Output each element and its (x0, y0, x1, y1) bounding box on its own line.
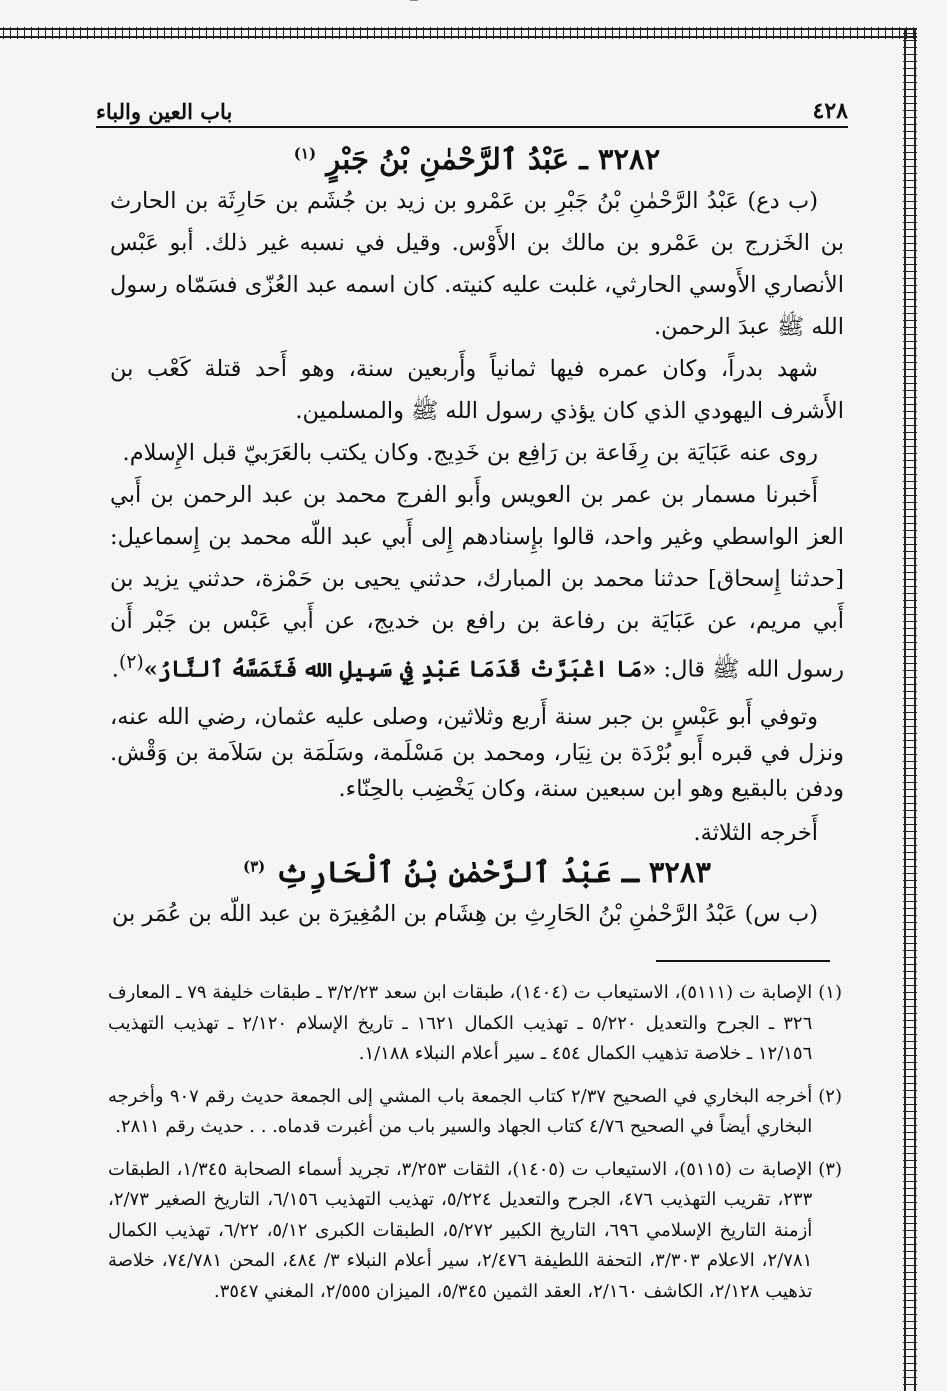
chapter-title: باب العين والباء (96, 99, 233, 124)
footnote-ref: (٢) (118, 652, 144, 673)
footnote-number: (١) (818, 982, 842, 1003)
decorative-border-right (903, 30, 917, 1391)
footnote (108, 1155, 842, 1308)
footnote-number: (٢) (818, 1085, 842, 1107)
entry-paragraph: (ب س) عَبْدُ الرَّحْمٰنِ بْنُ الحَارِثِ بن هِشَام بن المُغِيرَة بن عبد اللّه بن عُمَر بن (111, 900, 818, 927)
page-header (96, 90, 848, 124)
entry-title-3283 (110, 855, 844, 889)
header-rule (96, 126, 848, 128)
footnote-number: (٣) (818, 1158, 842, 1180)
decorative-border-top (0, 27, 917, 39)
entry-paragraph: شهد بدراً، وكان عمره فيها ثمانياً وأَربعين سنة، وهو أَحد قتلة كَعْب بن الأَشرف اليهودي الذي كان يؤذي رسول الله ﷺ والمسلمين. (110, 356, 844, 424)
footnotes (108, 978, 842, 1319)
footnote-text: الإصابة ت (٥١١٥)، الاستيعاب ت (١٤٠٥)، الثقات ٣/٢٥٣، تجريد أسماء الصحابة ١/٣٤٥، الطبقات ٢٣٣، تقريب التهذيب ٤٧٦، الجرح والتعديل ٥/٢٢٤، تهذيب التهذيب ٦/١٥٦، التاريخ الصغير ٢/٧٣، أزمنة التاريخ الإسلامي ٦٩٦، التاريخ الكبير ٥/٢٧٢، الطبقات الكبرى ٥/١٢، ٦/٢٢، تهذيب الكمال ٢/٧٨١، الاعلام ٣/٣٠٣، التحفة اللطيفة ٢/٤٧٦، سير أعلام النبلاء ٣/ ٤٨٤، المحن ٧٤/٧٨١، خلاصة تذهيب ٢/١٢٨، الكاشف ٢/١٦٠، العقد الثمين ٥/٣٤٥، الميزان ٢/٥٥٥، المغني ٣٥٤٧. (108, 1158, 813, 1302)
entry-paragraph: وتوفي أَبو عَبْسٍ بن جبر سنة أَربع وثلاثين، وصلى عليه عثمان، رضي الله عنه، ونزل في قبره أَبو بُرْدَة بن نِيَار، ومحمد بن مَسْلَمة، وسَلَمَة بن سَلاَمة بن وَقْش. ودفن بالبقيع وهو ابن سبعين سنة، وكان يَخْضِب بالحِنّاء. (110, 703, 844, 802)
isnad-paragraph: أَخبرنا مسمار بن عمر بن العويس وأَبو الفرج محمد بن عبد الرحمن بن أَبي العز الواسطي وغير واحد، قالوا بإِسنادهم إِلى أَبي عبد اللّه محمد بن إِسماعيل: [حدثنا إِسحاق] حدثنا محمد بن المبارك، حدثني يحيى بن حَمْزة، حدثني يزيد بن أَبي مريم، عن عَبَايَة بن رفاعة بن رافع بن خديج، عن أَبي عَبْس بن جَبْر أَن رسول الله ﷺ قال: «مَا اغْبَرَّتْ قَدَمَا عَبْدٍ فِي سَبِيلِ الله فَتَمَسَّهُ ٱلنَّارُ»$^{(٢)}$. (110, 482, 844, 683)
footnote-rule (656, 960, 830, 962)
entry-paragraph: (ب دع) عَبْدُ الرَّحْمٰنِ بْنُ جَبْرِ بن عَمْرو بن زيد بن جُشَم بن حَارِثَة بن الحارث بن الخَزرج بن عَمْرو بن مالك بن الأَوْس. وقيل في نسبه غير ذلك. أبو عَبْس الأنصاري الأَوسي الحارثي، غلبت عليه كنيته. كان اسمه عبد العُزّى فسَمّاه رسول الله ﷺ عبدَ الرحمن. (110, 188, 844, 340)
entry-paragraph: أَخرجه الثلاثة. (693, 819, 818, 846)
entry-title-text: ٣٢٨٢ ـ عَبْدُ ٱلرَّحْمٰنِ بْنُ جَبْرٍ (326, 142, 661, 176)
footnote (108, 978, 842, 1070)
hadith-text: «مَا اغْبَرَّتْ قَدَمَا عَبْدٍ فِي سَبِيلِ الله فَتَمَسَّهُ ٱلنَّارُ» (143, 656, 657, 683)
entry-title-3282 (110, 142, 844, 176)
page-number: ٤٢٨ (812, 98, 848, 124)
footnote-ref: (٣) (242, 856, 266, 875)
footnote (108, 1082, 842, 1143)
entry-title-text: ٣٢٨٣ ـ عَبْدُ ٱلرَّحْمٰنِ بْنُ ٱلْحَارِثِ (275, 854, 712, 889)
entry-paragraph: روى عنه عَبَايَة بن رِفَاعة بن رَافِع بن خَدِيج. وكان يكتب بالعَرَبيّ قبل الإِسلام. (122, 440, 818, 466)
main-text (110, 138, 844, 935)
footnote-ref: (١) (293, 144, 317, 163)
scan-mark (410, 0, 418, 9)
isnad-text: أَخبرنا مسمار بن عمر بن العويس وأَبو الفرج محمد بن عبد الرحمن بن أَبي العز الواسطي وغير واحد، قالوا بإِسنادهم إِلى أَبي عبد اللّه محمد بن إِسماعيل: [حدثنا إِسحاق] حدثنا محمد بن المبارك، حدثني يحيى بن حَمْزة، حدثني يزيد بن أَبي مريم، عن عَبَايَة بن رفاعة بن رافع بن خديج، عن أَبي عَبْس بن جَبْر أَن رسول الله ﷺ قال: (110, 482, 844, 683)
footnote-text: أخرجه البخاري في الصحيح ٢/٣٧ كتاب الجمعة باب المشي إلى الجمعة حديث رقم ٩٠٧ وأخرجه البخاري أيضاً في الصحيح ٤/٧٦ كتاب الجهاد والسير باب من أغبرت قدماه. . . حديث رقم ٢٨١١. (108, 1085, 813, 1137)
footnote-text: الإصابة ت (٥١١١)، الاستيعاب ت (١٤٠٤)، طبقات ابن سعد ٣/٢/٢٣ ـ طبقات خليفة ٧٩ ـ المعارف ٣٢٦ ـ الجرح والتعديل ٥/٢٢٠ ـ تهذيب الكمال ١٦٢١ ـ تاريخ الإسلام ٢/١٢٠ ـ تهذيب التهذيب ١٢/١٥٦ ـ خلاصة تذهيب الكمال ٤٥٤ ـ سير أعلام النبلاء ١/١٨٨. (108, 982, 813, 1064)
